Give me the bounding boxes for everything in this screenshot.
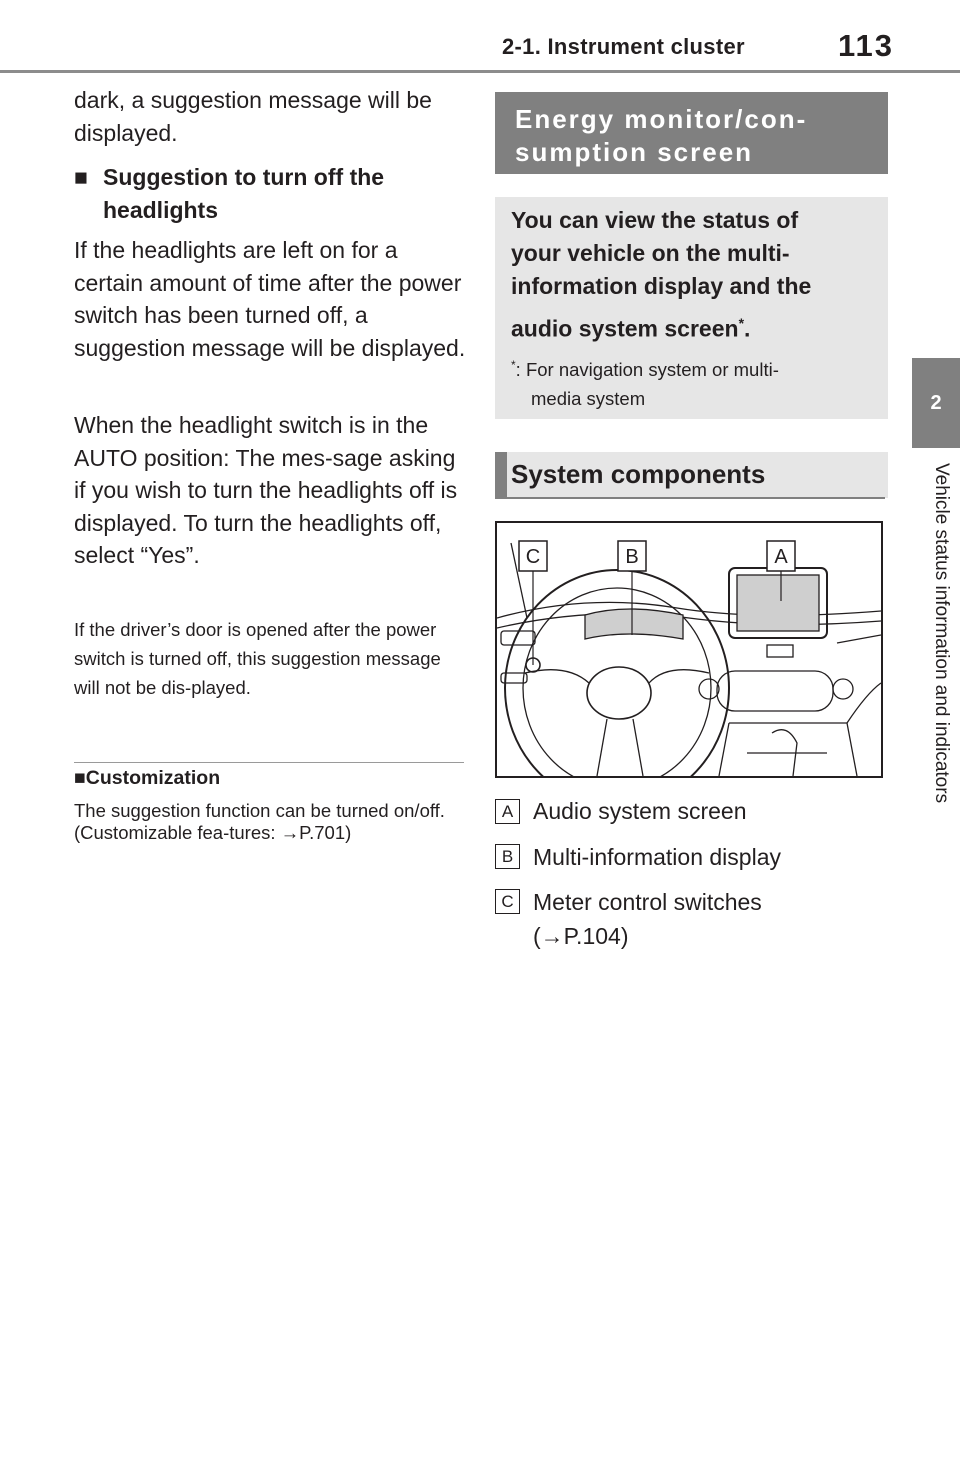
chapter-number: 2: [930, 391, 942, 414]
section-title: 2-1. Instrument cluster: [502, 34, 745, 59]
page-ref-701[interactable]: P.701): [299, 822, 352, 843]
legend-key-c: C: [495, 889, 520, 914]
energy-monitor-heading: Energy monitor/con- sumption screen: [495, 92, 888, 174]
chapter-title: Vehicle status information and indicators: [931, 463, 952, 804]
customization-heading: ■Customization: [74, 767, 221, 789]
intro-box: [495, 197, 888, 419]
page-number: 113: [838, 28, 895, 63]
continued-paragraph: dark, a suggestion message will be displayed.: [74, 87, 432, 146]
system-components-heading: System components: [495, 452, 888, 498]
subheading-headlights: ■ Suggestion to turn off the headlights: [74, 161, 466, 226]
footnote: *: For navigation system or multi- media system: [511, 357, 779, 409]
figure-label-a: A: [774, 546, 788, 568]
square-bullet-icon: ■: [74, 767, 86, 789]
dashboard-illustration: [495, 521, 883, 778]
customization-text: The suggestion function can be turned on/off. (Customizable fea-tures: →P.701): [74, 800, 445, 843]
divider: [74, 762, 464, 763]
figure-label-b: B: [625, 546, 639, 568]
chapter-tab[interactable]: [912, 358, 960, 448]
legend-key-b: B: [495, 844, 520, 869]
heading-edge: [495, 452, 507, 498]
figure-label-c: C: [525, 546, 541, 568]
intro-text: You can view the status of your vehicle on the multi- information display and the audio system screen*.: [511, 207, 812, 342]
legend-text-a: Audio system screen: [533, 798, 747, 824]
square-bullet-icon: ■: [74, 164, 88, 190]
note-drivers-door: If the driver’s door is opened after the power switch is turned off, this suggestion message will not be dis-played.: [74, 619, 441, 698]
legend-key-a: A: [495, 799, 520, 824]
paragraph-auto-position: When the headlight switch is in the AUTO position: The mes-sage asking if you wish to turn the headlights off is displayed. To turn the headlights off, select “Yes”.: [74, 412, 458, 568]
legend-text-c: Meter control switches (→P.104): [533, 889, 762, 949]
arrow-icon: →: [540, 923, 564, 949]
page-ref-104[interactable]: P.104): [563, 923, 629, 949]
paragraph-headlights-left-on: If the headlights are left on for a certain amount of time after the power switch has been turned off, a suggestion message will be displayed.: [74, 237, 466, 361]
arrow-icon: →: [280, 822, 300, 843]
legend-text-b: Multi-information display: [533, 844, 781, 870]
heading-rule: [495, 497, 885, 499]
header-rule: [0, 70, 960, 73]
